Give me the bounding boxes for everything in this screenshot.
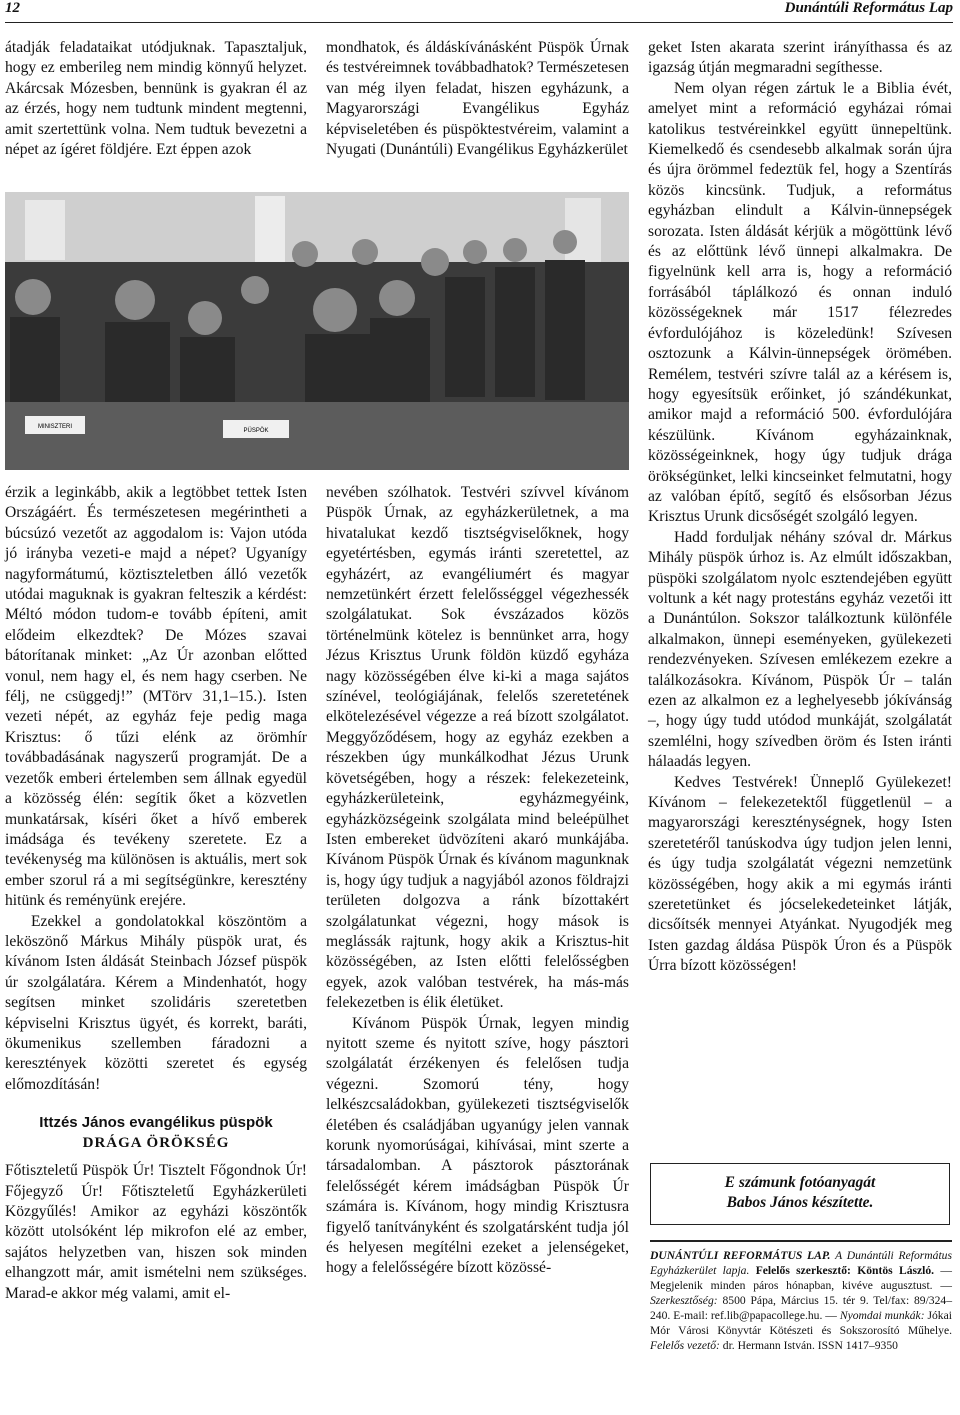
paragraph: geket Isten akarata szerint irányíthassa és az igazság útján megmaradni segíthesse. xyxy=(648,39,952,77)
paragraph: Főtiszteletű Püspök Úr! Tisztelt Főgondnok Úr! Főjegyző Úr! Főtiszteletű Egyházkerületi Közgyűlés! Amikor az egyházi köszöntők között utolsóként lép mikrofon elé az ember, sajátos helyzetben van, hiszen sok minden elhangzott már, amit ismételni nem szükséges. Marad-e akkor még valami, amit el- xyxy=(5,1162,307,1302)
paragraph: Kívánom Püspök Úrnak, legyen mindig nyitott szeme és nyitott szíve, hogy pásztori szolgálatát érzékenyen és felelősen tudja végezni. Szomorú tény, hogy lelkészcsaládokban, gyülekezeti tisztségviselők életében és családjában ugyanúgy jelen vannak korunk nyomorúságai, kihívásai, mint szerte a társadalomban. A pásztorok pásztorának felelősségét kérem imádságban Püspök Úr számára is. Kívánom, hogy mindig Krisztusra figyelő tanítványként és szolgatársként tudja jól és helyesen megítélni ezeket a jelenségeket, hogy a felelősségére bízott közössé- xyxy=(326,1014,629,1277)
paragraph: érzik a leginkább, akik a legtöbbet tettek Isten Országáért. És természetesen megérintheti a búcsúzó vezetőt az aggodalom is: Vajon utóda jó irányba vezeti-e majd a népet? Ugyanígy nagyformátumú, köztiszteletben álló vezetők utódai maguknak is gyakran felteszik a kérdést: Méltó módon tudom-e tovább építeni, amit elődeim elkezdtek? De Mózes szavai bátorítanak minket: „Az Úr azonban előtted vonul, nem hagy el, és nem hagy cserben. Ne félj, ne csüggedj!” (MTörv 31,1–15.). Isten vezeti népét, az egyház feje pedig maga Krisztus: ő tűzi elénk az örömhír továbbadásának nagyszerű programját. De a vezetők emberi értelemben sem állnak egyedül a közösség élén: segítik őket a közvetlen munkatársak, kíséri őket a hívő emberek imádsága és tevékeny szeretete. Ez a tevékenység ma különösen is aktuális, mert sok ember szorul rá a mi segítségünkre, keresztény hitünk és reményünk erejére. xyxy=(5,484,307,910)
imprint-office: 8500 Pápa, Március 15. tér 9. Tel/fax: 89/324–240. E-mail: ref.lib@papacollege.hu. — xyxy=(650,1294,952,1322)
column-2-bottom xyxy=(326,483,629,1279)
imprint-schedule: — Megjelenik minden páros hónapban, kivéve augusztust. — xyxy=(650,1264,952,1292)
photo-illustration xyxy=(5,192,629,470)
imprint-printer-label: Nyomdai munkák: xyxy=(839,1309,925,1322)
page-number: 12 xyxy=(5,0,20,16)
column-2-top xyxy=(326,38,629,160)
page-header xyxy=(5,0,953,23)
imprint-office-label: Szerkesztőség: xyxy=(650,1294,718,1307)
imprint-leader-label: Felelős vezető: xyxy=(650,1339,720,1352)
photo-credit-line: Babos János készítette. xyxy=(726,1194,874,1211)
paragraph: átadják feladataikat utódjuknak. Tapasztaljuk, hogy ez emberileg nem mindig könnyű helyzet. Akárcsak Mózesben, bennünk is gyakran él az az érzés, hogy nem tudtunk mindent megtenni, amit szertettünk volna. Nem tudtuk bevezetni a népet az ígéret földjére. Ezt éppen azok xyxy=(5,39,307,159)
article-title: DRÁGA ÖRÖKSÉG xyxy=(82,1135,230,1152)
signature-author: Ittzés János evangélikus püspök xyxy=(39,1114,273,1132)
publication-title: Dunántúli Református Lap xyxy=(784,0,953,16)
paragraph: Hadd forduljak néhány szóval dr. Márkus Mihály püspök úrhoz is. Az elmúlt időszakban, püspöki szolgálatom nyolc esztendejében együtt voltunk a két nagy protestáns egyház vezetői itt a Dunántúlon. Sokszor találkoztunk különféle alkalmakon, ünnepi eseményeken, gyülekezeti rendezvényeken. Szívesen emlékezem ezekre a találkozásokra. Kívánom, Püspök Úr – talán ezen az alkalmon ez a leghelyesebb jókívánság –, hogy úgy tudd utódod munkáját, szolgálatát szemlélni, hogy szívedben öröm és Isten iránti hálaadás legyen. xyxy=(648,528,952,771)
article-signature xyxy=(5,1113,307,1153)
paragraph: mondhatok, és áldáskívánásként Püspök Úrnak és testvéreimnek továbbadhatok? Természetesen van még ilyen feladat, hiszen egyházunk, a Magyarországi Evangélikus Egyház képviseletében és püspöktestvéreim, valamint a Nyugati (Dunántúli) Evangélikus Egyházkerület xyxy=(326,39,629,159)
photo-credit-box xyxy=(650,1163,950,1225)
column-3 xyxy=(648,38,952,977)
photo-credit-line: E számunk fotóanyagát xyxy=(724,1174,876,1191)
imprint-subtitle: A Dunántúli Református Egyházkerület lapja. xyxy=(650,1249,952,1277)
imprint-name: DUNÁNTÚLI REFORMÁTUS LAP. xyxy=(650,1249,831,1262)
congregation-photo xyxy=(5,192,629,470)
paragraph: Nem olyan régen zártuk le a Biblia évét, amelyet mint a reformáció egyházai római katolikus testvéreinkkel együtt ünnepeltünk. Kiemelkedő és csendesebb alkalmak során újra és újra örömmel fedeztük fel, hogy a Szentírás közös kincsünk. Tudjuk, a református egyházban elindult a Kálvin-ünnepségek sorozata. Isten áldását kérjük a mögöttünk lévő és az előttünk lévő ünnepi alkalmakra. De figyelnünk kell arra is, hogy a reformáció forrásából táplálkozó és onnan induló közösségeknek már 1517 félezredes évfordulójához is közeledünk! Szívesen osztozunk a Kálvin-ünnepségek örömében. Remélem, testvéri szívre talál az a kérésem is, hogy egyesítsük erőinket, jó szándékunkat, amikor majd a reformáció 500. évfordulójára készülünk. Kívánom egyházainknak, közösségeinknek, hogy úgy tudjuk drága örökségünket, lelki kincseinket felmutatni, hogy az valóban építő, segítő és elsősorban Jézus Krisztus Urunk dicsőségét szolgáló legyen. xyxy=(648,79,952,526)
imprint-printer: Jókai Mór Városi Könyvtár Kötészeti és Sokszorosító Műhelye. xyxy=(650,1309,952,1337)
paragraph: Kedves Testvérek! Ünneplő Gyülekezet! Kívánom – felekezetektől függetlenül – a magyarországi kereszténységnek, hogy Isten szeretetéről tanúskodva úgy tudjon jelen lenni, és úgy tudja szolgálatát végezni nemzetünk közösségében, hogy akik a mi egymás iránti szeretetünket és jócselekedeteinket látják, dicsőítsék mennyei Atyánkat. Nyugodjék meg Isten gazdag áldása Püspök Úron és a Püspök Úrra bízott közösségen! xyxy=(648,773,952,975)
imprint xyxy=(650,1240,952,1353)
column-1-top xyxy=(5,38,307,160)
paragraph: Ezekkel a gondolatokkal köszöntöm a leköszönő Márkus Mihály püspök urat, és kívánom Isten áldását Steinbach József püspök úr szolgálatára. Kérem a Mindenhatót, hogy segítsen minket szolidáris szeretetben képviselni Krisztus ügyét, és korrekt, baráti, ökumenikus szellemben fáradozni a keresztények közötti szeretet és egység előmozdításán! xyxy=(5,912,307,1093)
photo-sign-left: MINISZTERI xyxy=(38,424,72,430)
paragraph: nevében szólhatok. Testvéri szívvel kívánom Püspök Úrnak, az egyházkerületnek, a ma hivatalukat kezdő tisztségviselőknek, hogy egyetértésben, egymás iránti szeretettel, az egyházért, az evangéliumért és magyar nemzetünkért érzett felelősséggel végezhessék szolgálatukat. Sok évszázados közös történelmünk kötelez is bennünket arra, hogy Jézus Krisztus Urunk földön küzdő egyháza nagy közösségében élve ki-ki a maga sajátos színével, teológiájának, felelős szeretetének elkötelezésével végezze a reá bízott szolgálatot. Meggyőződésem, hogy az egyház ezekben a részekben úgy munkálkodhat Jézus Urunk követségében, hogy a részek: felekezeteink, egyházkerületeink, egyházmegyéink, egyházközségeink szolgálata mind beleépülhet Isten embereket üdvözíteni akaró munkájába. Kívánom Püspök Úrnak és kívánom magunknak is, hogy úgy tudjuk a nagyjából azonos földrajzi területen dolgozva a ránk bízottakért szolgálatunkat végezni, hogy mások is meglássák rajtunk, hogy akik a Krisztus-hit közösségében, az Isten előtti felelősségben egyek, azok valóban testvérek, ha más-más felekezetben is élik életüket. xyxy=(326,484,629,1012)
imprint-editor-label: Felelős szerkesztő: xyxy=(755,1264,851,1277)
imprint-editor: Köntös László. xyxy=(857,1264,935,1277)
column-1-bottom xyxy=(5,483,307,1304)
photo-sign-right: PÜSPÖK xyxy=(243,428,269,434)
imprint-leader: dr. Hermann István. ISSN 1417–9350 xyxy=(722,1339,898,1352)
